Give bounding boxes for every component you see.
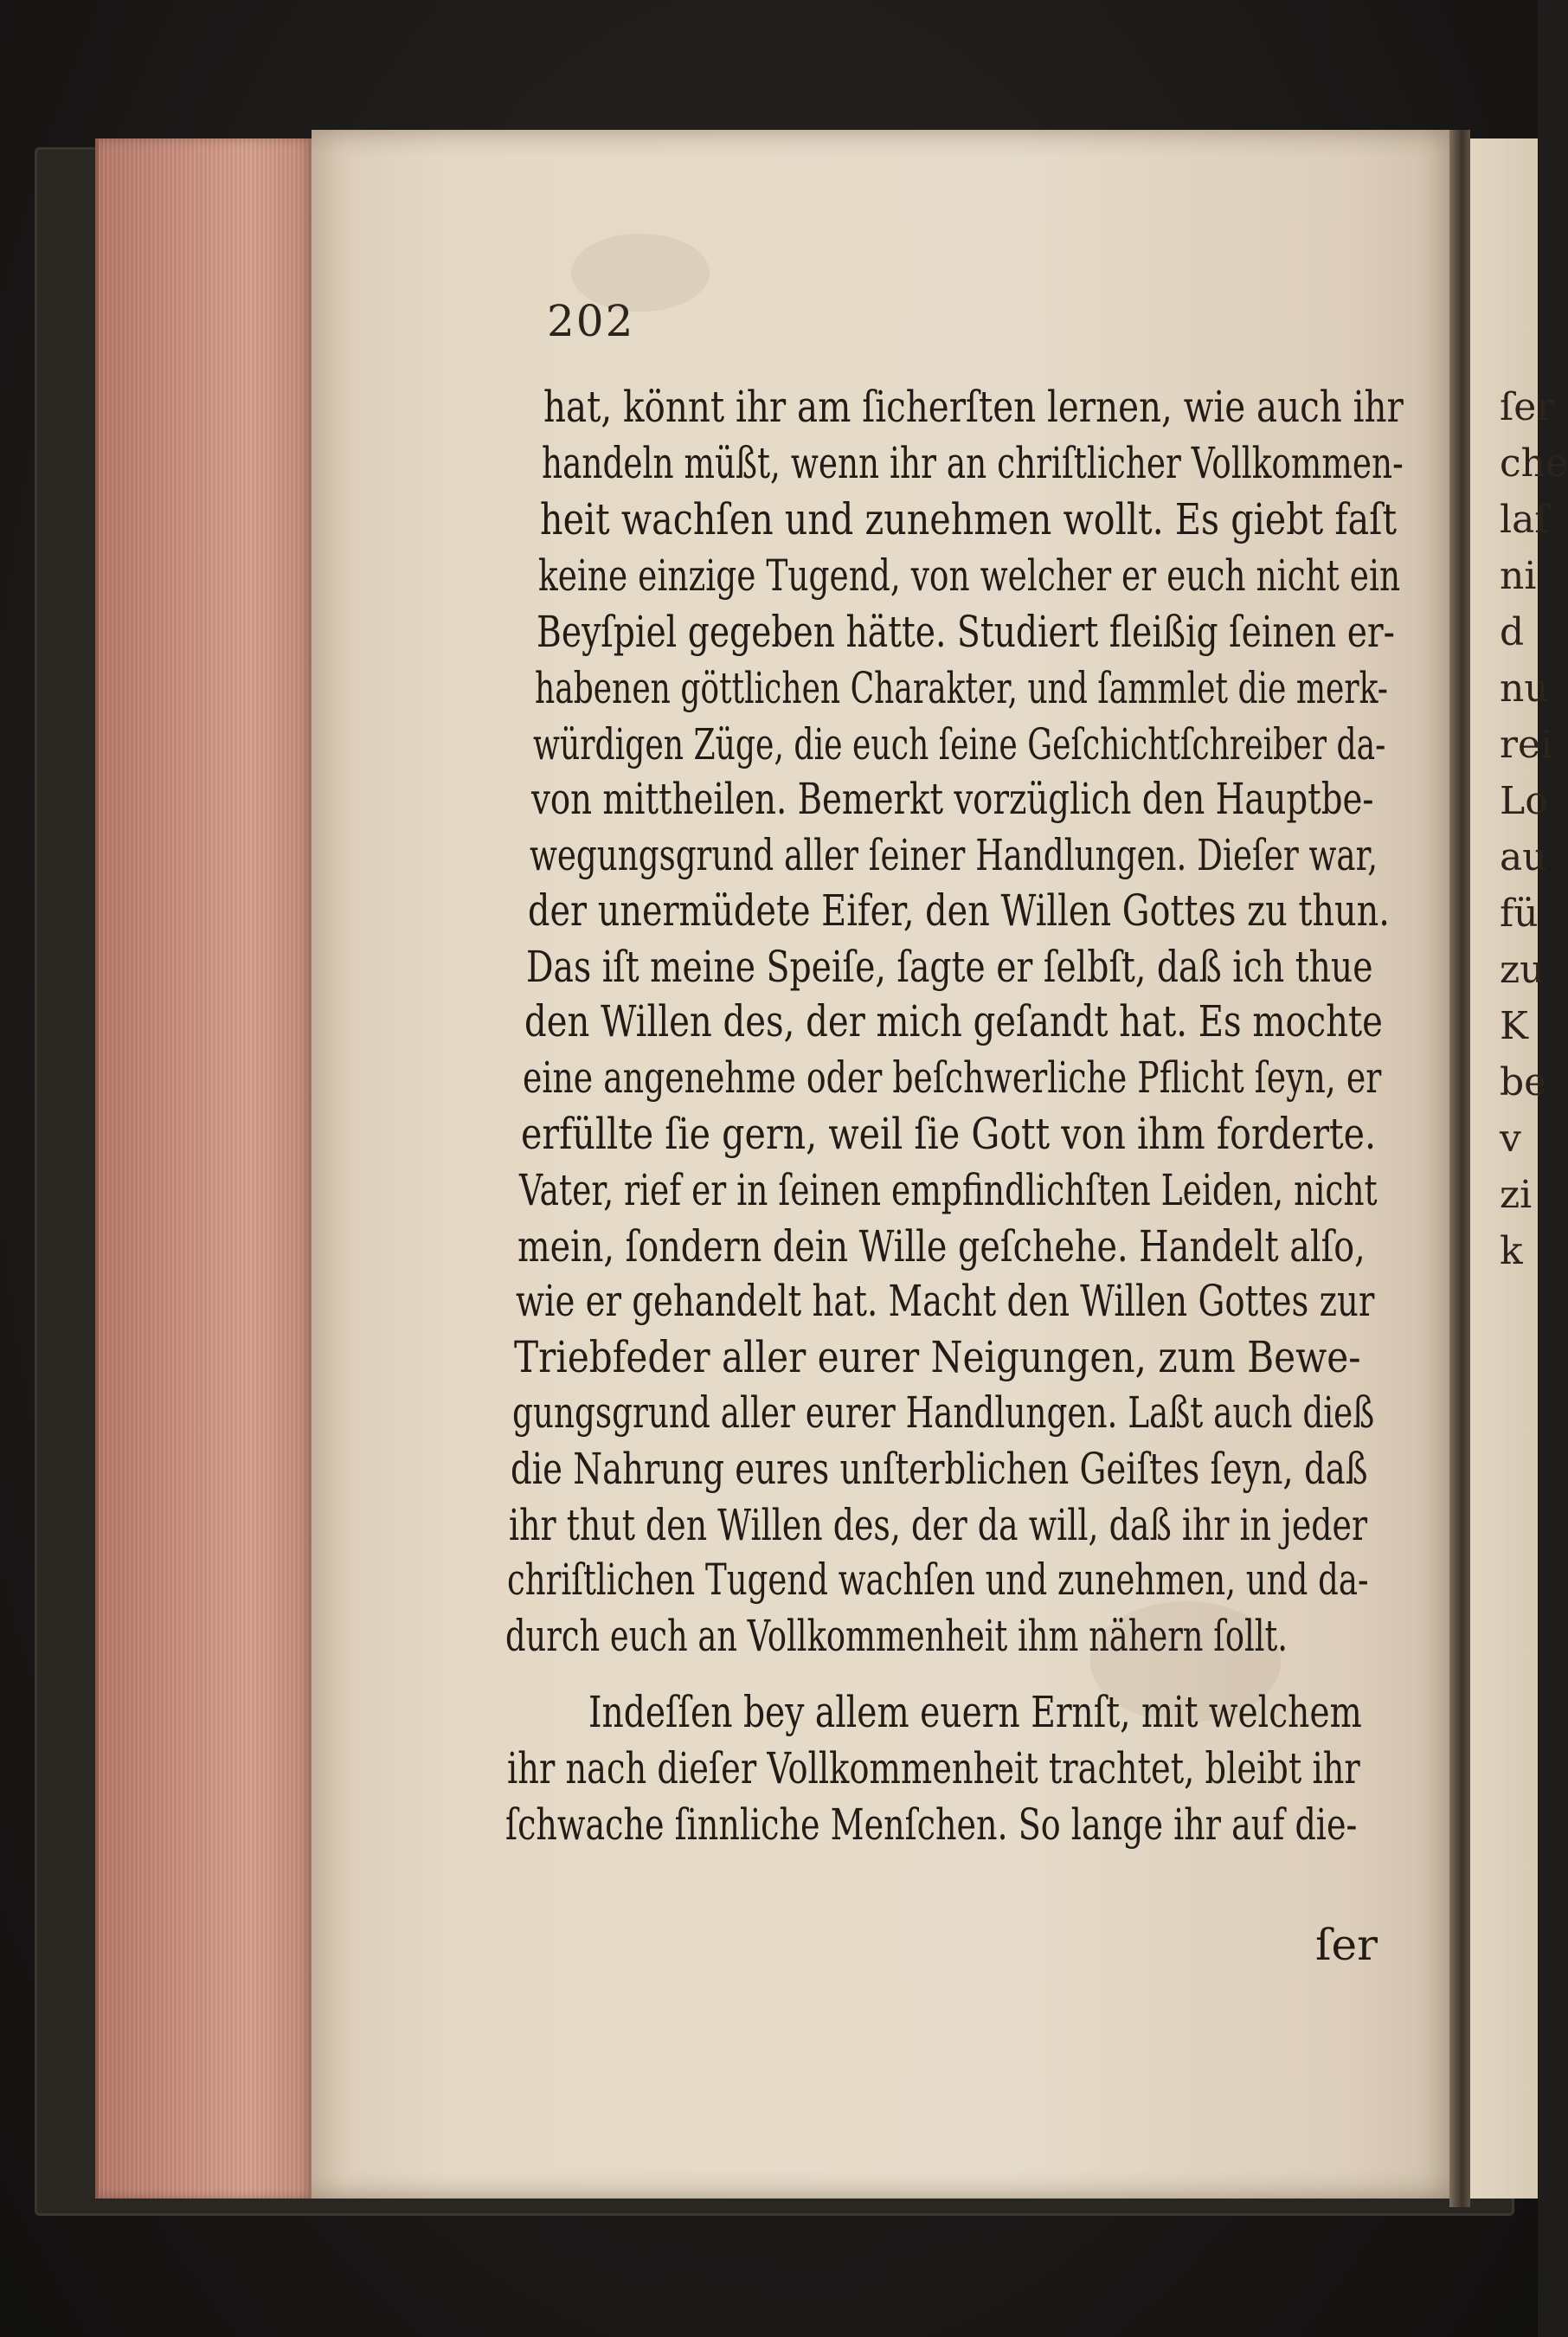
text-line: von mittheilen. Bemerkt vorzüglich den Hauptbe- (531, 774, 1374, 824)
facing-page (1470, 138, 1568, 2199)
book-gutter (1449, 130, 1470, 2207)
facing-page-fragment: rei (1500, 723, 1553, 767)
text-line: würdigen Züge, die euch ſeine Geſchichtſchreiber da- (533, 719, 1386, 769)
facing-page-fragment: zu (1500, 948, 1545, 992)
text-line: Das iſt meine Speiſe, ſagte er ſelbſt, daß ich thue (526, 942, 1373, 992)
text-line: gungsgrund aller eurer Handlungen. Laßt auch dieß (512, 1387, 1375, 1438)
facing-page-fragment: nu (1500, 666, 1549, 711)
text-line: ſchwache ſinnliche Menſchen. So lange ihr auf die- (505, 1799, 1358, 1850)
text-line: mein, ſondern dein Wille geſchehe. Handelt alſo, (517, 1221, 1366, 1272)
facing-page-fragment: be (1500, 1060, 1547, 1104)
facing-page-fragment: zi (1500, 1173, 1533, 1217)
text-line: der unermüdete Eifer, den Willen Gottes zu thun. (528, 885, 1390, 936)
text-line: Beyſpiel gegeben hätte. Studiert fleißig ſeinen er- (537, 607, 1395, 657)
facing-page-fragment: K (1500, 1004, 1528, 1048)
text-line: den Willen des, der mich geſandt hat. Es mochte (524, 996, 1383, 1046)
facing-page-fragment: Lo (1500, 779, 1548, 823)
facing-page-fragment: che (1500, 441, 1568, 486)
text-line: chriſtlichen Tugend wachſen und zunehmen, und da- (507, 1555, 1369, 1605)
text-line: hat, könnt ihr am ſicherſten lernen, wie auch ihr (543, 382, 1404, 432)
text-line: handeln müßt, wenn ihr an chriſtlicher Vollkommen- (542, 438, 1404, 488)
text-line: ihr nach dieſer Vollkommenheit trachtet, bleibt ihr (507, 1743, 1360, 1793)
text-line: ihr thut den Willen des, der da will, daß ihr in jeder (509, 1500, 1368, 1550)
text-line: erfüllte ſie gern, weil ſie Gott von ihm forderte. (521, 1109, 1377, 1159)
page-number: 202 (547, 296, 635, 346)
catchword: ſer (1315, 1920, 1378, 1970)
text-line: Indeſſen bey allem euern Ernſt, mit welchem (588, 1687, 1362, 1737)
facing-page-fragment: ni (1500, 554, 1537, 598)
facing-page-fragment: au (1500, 835, 1547, 879)
text-line: wie er gehandelt hat. Macht den Willen Gottes zur (516, 1276, 1375, 1326)
text-line: keine einzige Tugend, von welcher er euch nicht ein (538, 550, 1401, 601)
text-line: Triebfeder aller eurer Neigungen, zum Bewe- (514, 1332, 1361, 1382)
text-line: heit wachſen und zunehmen wollt. Es giebt faſt (540, 494, 1398, 544)
text-line: Vater, rief er in ſeinen empfindlichſten Leiden, nicht (519, 1165, 1378, 1215)
facing-page-fragment: k (1500, 1229, 1523, 1273)
page-edges (95, 138, 315, 2199)
text-line: habenen göttlichen Charakter, und ſammlet die merk- (535, 663, 1388, 713)
facing-page-fragment: d (1500, 610, 1525, 654)
facing-page-fragment: v (1500, 1117, 1521, 1161)
facing-page-fragment: fü (1500, 892, 1539, 936)
text-line: die Nahrung eures unſterblichen Geiſtes ſeyn, daß (511, 1444, 1368, 1494)
text-line: wegungsgrund aller ſeiner Handlungen. Dieſer war, (530, 830, 1378, 880)
text-line: eine angenehme oder beſchwerliche Pflicht ſeyn, er (523, 1053, 1382, 1103)
text-line: durch euch an Vollkommenheit ihm nähern ſollt. (505, 1611, 1288, 1661)
facing-page-fragment: ſer (1500, 385, 1555, 429)
facing-page-fragment: laſ (1500, 498, 1549, 542)
